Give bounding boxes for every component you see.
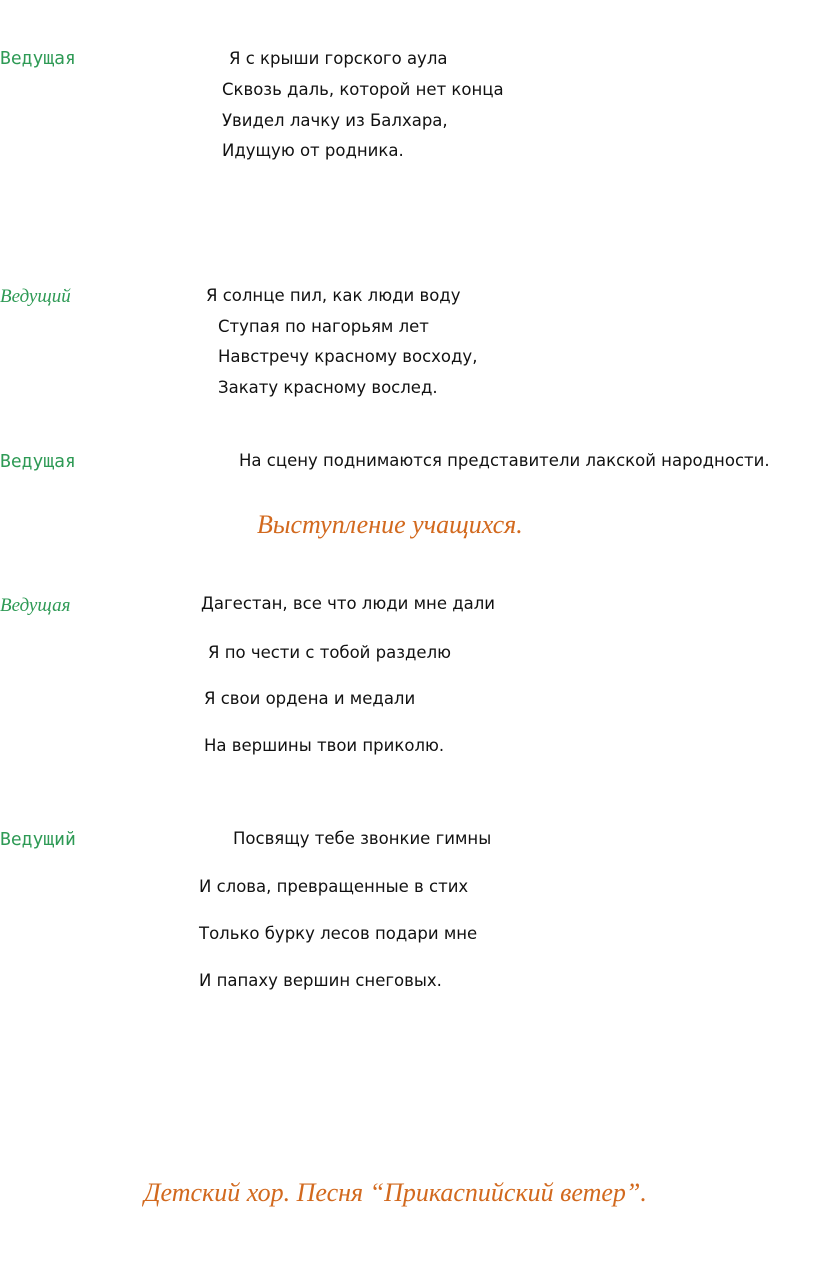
verse-line: Я солнце пил, как люди воду: [206, 286, 461, 305]
verse-line: Посвящу тебе звонкие гимны: [233, 829, 492, 848]
verse-line: Дагестан, все что люди мне дали: [201, 594, 496, 613]
speaker-label: Ведущая: [0, 595, 71, 616]
verse-line: Увидел лачку из Балхара,: [222, 111, 448, 130]
speaker-label: Ведущий: [0, 829, 76, 850]
verse-line: Навстречу красному восходу,: [218, 347, 478, 366]
section-heading: Детский хор. Песня “Прикаспийский ветер”.: [144, 1178, 647, 1207]
verse-line: Закату красному вослед.: [218, 378, 438, 397]
speaker-label: Ведущая: [0, 48, 76, 69]
verse-line: И папаху вершин снеговых.: [199, 971, 442, 990]
verse-line: Только бурку лесов подари мне: [199, 924, 478, 943]
stage-direction: На сцену поднимаются представители лакской народности.: [239, 451, 770, 470]
speaker-label: Ведущий: [0, 286, 71, 307]
verse-line: Сквозь даль, которой нет конца: [222, 80, 504, 99]
verse-line: Ступая по нагорьям лет: [218, 317, 429, 336]
speaker-label: Ведущая: [0, 451, 76, 472]
verse-line: Я по чести с тобой разделю: [208, 643, 452, 662]
verse-line: Я свои ордена и медали: [204, 689, 416, 708]
verse-line: И слова, превращенные в стих: [199, 877, 469, 896]
verse-line: На вершины твои приколю.: [204, 736, 445, 755]
verse-line: Я с крыши горского аула: [229, 49, 448, 68]
section-heading: Выступление учащихся.: [257, 510, 523, 539]
verse-line: Идущую от родника.: [222, 141, 404, 160]
